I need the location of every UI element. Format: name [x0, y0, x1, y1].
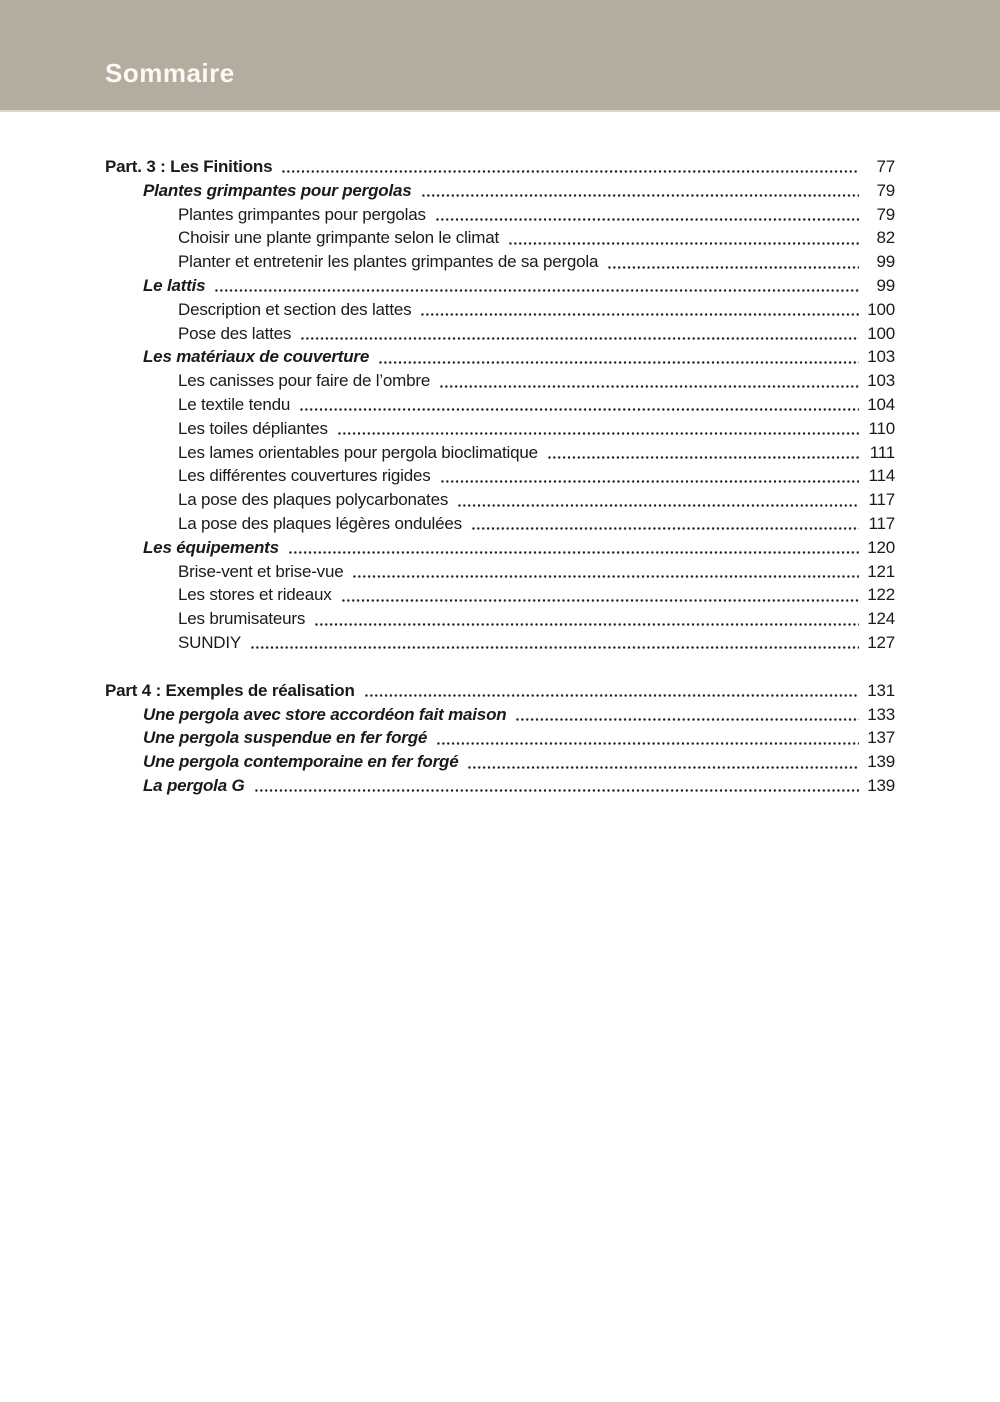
toc-entry — [105, 679, 895, 703]
toc-entry-label: Le textile tendu — [178, 394, 291, 414]
toc-entry-page: 127 — [867, 632, 895, 652]
dot-leader — [439, 369, 859, 393]
toc-entry-label: Le lattis — [143, 275, 206, 295]
toc-entry — [105, 703, 895, 727]
dot-leader — [435, 203, 859, 227]
dot-leader — [299, 393, 859, 417]
toc-entry-page: 122 — [867, 585, 895, 605]
toc-entry — [105, 298, 895, 322]
toc-entry-page: 120 — [867, 537, 895, 557]
toc-entry-page: 100 — [867, 323, 895, 343]
header-banner — [0, 0, 1000, 112]
toc-entry-page: 103 — [867, 347, 895, 367]
dot-leader — [341, 583, 859, 607]
toc-entry-page: 100 — [867, 299, 895, 319]
toc-entry-page: 111 — [869, 442, 895, 462]
toc-entry — [105, 774, 895, 798]
toc-entry-page: 103 — [867, 371, 895, 391]
page-title: Sommaire — [105, 58, 235, 88]
toc-entry — [105, 417, 895, 441]
toc-entry-page: 110 — [868, 418, 895, 438]
toc-entry — [105, 488, 895, 512]
toc-entry-label: Les canisses pour faire de l’ombre — [178, 371, 431, 391]
toc-entry — [105, 226, 895, 250]
toc-entry-label: La pose des plaques légères ondulées — [178, 513, 462, 533]
toc-entry — [105, 631, 895, 655]
dot-leader — [352, 560, 859, 584]
toc-entry-label: La pose des plaques polycarbonates — [178, 490, 449, 510]
dot-leader — [421, 179, 860, 203]
toc-entry-label: Plantes grimpantes pour pergolas — [178, 204, 426, 224]
dot-leader — [457, 488, 859, 512]
dot-leader — [337, 417, 859, 441]
dot-leader — [515, 703, 859, 727]
toc-entry — [105, 750, 895, 774]
toc-entry-page: 104 — [867, 394, 895, 414]
toc-entry-label: Les stores et rideaux — [178, 585, 332, 605]
toc-entry — [105, 464, 895, 488]
toc-entry-label: Les brumisateurs — [178, 609, 306, 629]
toc-entry-page: 137 — [867, 728, 895, 748]
toc-list — [105, 155, 895, 798]
toc-entry-page: 121 — [867, 561, 895, 581]
dot-leader — [254, 774, 859, 798]
toc-entry-page: 79 — [876, 204, 895, 224]
toc-entry — [105, 274, 895, 298]
dot-leader — [300, 322, 859, 346]
toc-entry-label: Une pergola suspendue en fer forgé — [143, 728, 428, 748]
toc-entry — [105, 726, 895, 750]
toc-entry-page: 117 — [868, 513, 895, 533]
toc-entry-label: Les différentes couvertures rigides — [178, 466, 431, 486]
toc-entry-label: Les matériaux de couverture — [143, 347, 370, 367]
dot-leader — [250, 631, 859, 655]
toc-entry-label: Planter et entretenir les plantes grimpantes de sa pergola — [178, 252, 599, 272]
toc-entry — [105, 607, 895, 631]
toc-entry-label: Pose des lattes — [178, 323, 292, 343]
toc-entry-page: 77 — [876, 157, 895, 176]
toc-entry-label: SUNDIY — [178, 632, 242, 652]
toc-entry — [105, 441, 895, 465]
toc-entry-label: Les lames orientables pour pergola bioclimatique — [178, 442, 538, 462]
toc-entry — [105, 583, 895, 607]
toc-entry — [105, 250, 895, 274]
toc-entry-page: 82 — [876, 228, 895, 248]
toc-entry — [105, 512, 895, 536]
dot-leader — [547, 441, 859, 465]
dot-leader — [364, 679, 859, 703]
toc-entry-label: Brise-vent et brise-vue — [178, 561, 344, 581]
toc-entry-page: 139 — [867, 752, 895, 772]
toc-entry-page: 114 — [868, 466, 895, 486]
toc-entry-label: Part 4 : Exemples de réalisation — [105, 680, 355, 700]
dot-leader — [607, 250, 859, 274]
dot-leader — [288, 536, 859, 560]
toc-entry-label: Plantes grimpantes pour pergolas — [143, 180, 412, 200]
dot-leader — [214, 274, 859, 298]
toc-entry — [105, 393, 895, 417]
dot-leader — [281, 155, 859, 179]
toc-entry-label: Une pergola contemporaine en fer forgé — [143, 752, 459, 772]
toc-entry-page: 99 — [876, 275, 895, 295]
dot-leader — [440, 464, 859, 488]
toc-entry — [105, 155, 895, 179]
toc-entry-page: 117 — [868, 490, 895, 510]
toc-entry-label: Choisir une plante grimpante selon le climat — [178, 228, 499, 248]
toc-entry — [105, 369, 895, 393]
toc-entry-label: La pergola G — [143, 775, 245, 795]
dot-leader — [314, 607, 859, 631]
toc-entry-page: 79 — [876, 180, 895, 200]
toc-entry — [105, 179, 895, 203]
toc-entry — [105, 536, 895, 560]
toc-entry — [105, 345, 895, 369]
toc-entry — [105, 203, 895, 227]
dot-leader — [378, 345, 859, 369]
toc-entry-page: 131 — [867, 680, 895, 700]
toc-entry-label: Une pergola avec store accordéon fait maison — [143, 704, 507, 724]
toc-entry-label: Les équipements — [143, 537, 279, 557]
dot-leader — [436, 726, 859, 750]
dot-leader — [467, 750, 859, 774]
toc-entry-page: 133 — [867, 704, 895, 724]
toc-entry-label: Les toiles dépliantes — [178, 418, 328, 438]
toc-entry-label: Description et section des lattes — [178, 299, 412, 319]
toc-entry-label: Part. 3 : Les Finitions — [105, 157, 273, 176]
toc-entry-page: 99 — [876, 252, 895, 272]
toc-entry-page: 124 — [867, 609, 895, 629]
dot-leader — [508, 226, 859, 250]
toc-entry — [105, 560, 895, 584]
toc-entry — [105, 322, 895, 346]
dot-leader — [420, 298, 859, 322]
toc-entry-page: 139 — [867, 775, 895, 795]
dot-leader — [471, 512, 859, 536]
